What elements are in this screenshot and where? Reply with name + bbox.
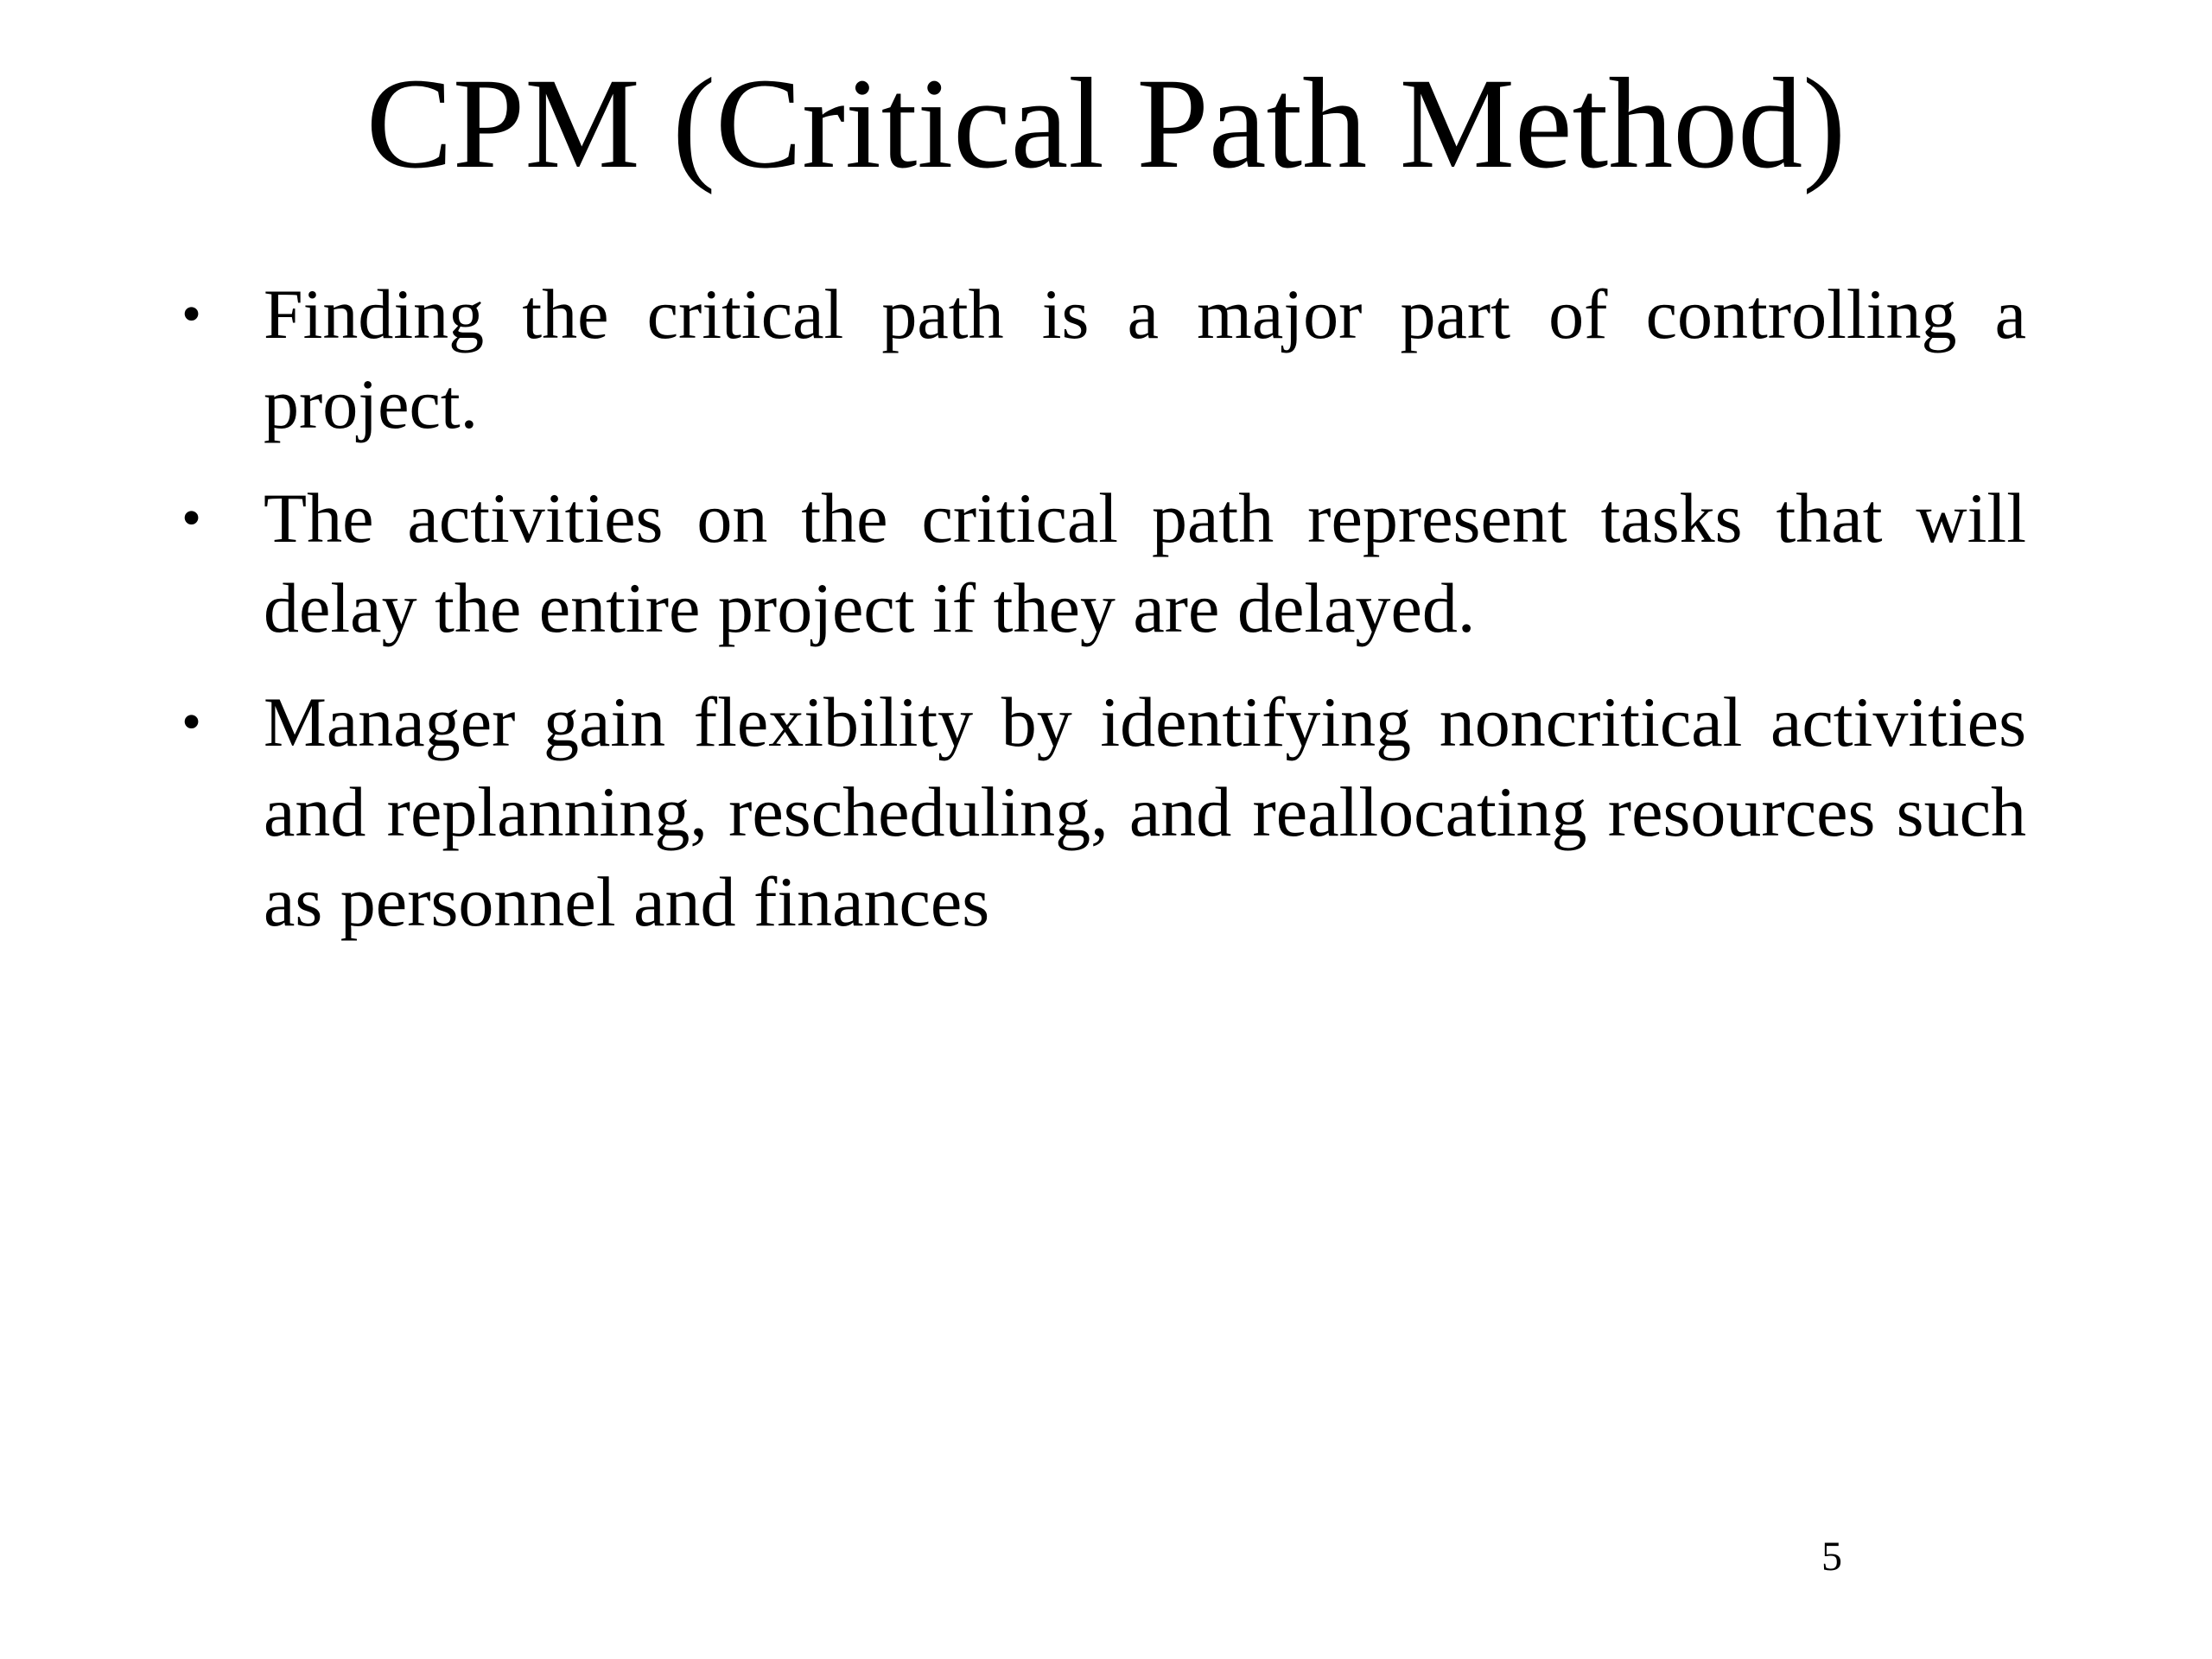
- bullet-list: [181, 270, 2026, 971]
- bullet-point-icon: •: [181, 283, 202, 346]
- page-number: 5: [1821, 1534, 1842, 1580]
- slide-title: CPM (Critical Path Method): [365, 52, 1847, 195]
- bullet-text: Manager gain flexibility by identifying noncritical activities and replanning, rescheduling, and reallocating resources such as personnel and finances: [264, 683, 2026, 941]
- bullet-item: [181, 474, 2026, 653]
- bullet-text: Finding the critical path is a major part of controlling a project.: [264, 275, 2026, 443]
- bullet-text: The activities on the critical path represent tasks that will delay the entire project if they are delayed.: [264, 479, 2026, 647]
- bullet-point-icon: •: [181, 690, 202, 753]
- bullet-item: [181, 270, 2026, 449]
- bullet-point-icon: •: [181, 486, 202, 550]
- bullet-item: [181, 677, 2026, 947]
